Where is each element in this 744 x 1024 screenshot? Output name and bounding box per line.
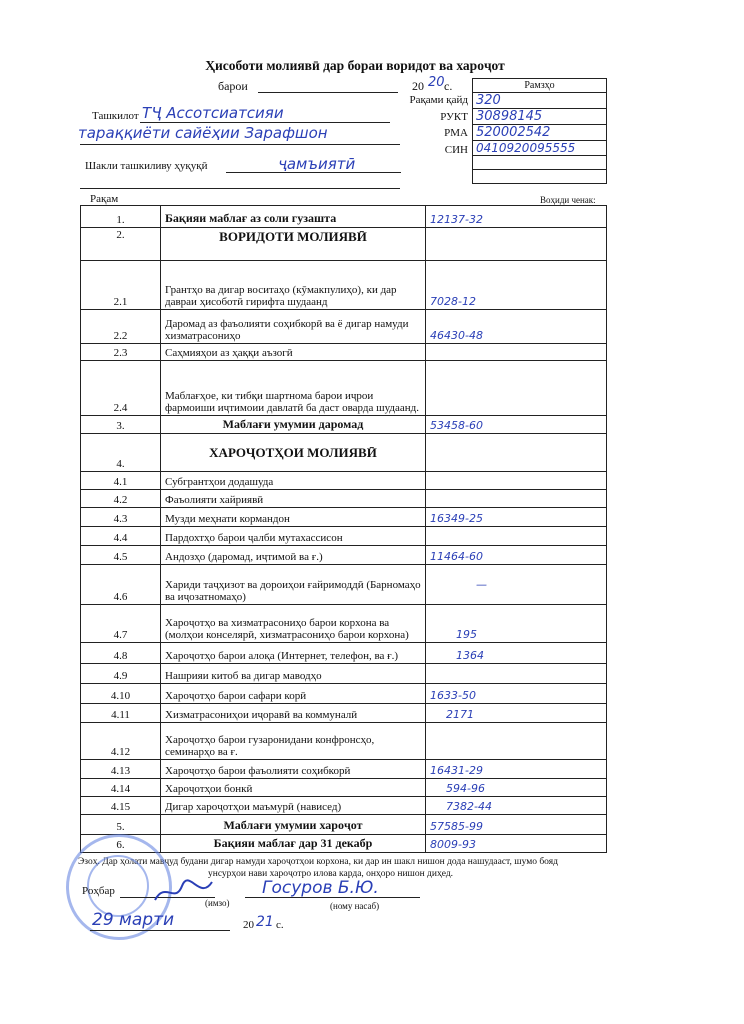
report-title: Ҳисоботи молиявӣ дар бораи воридот ва хароҷот: [205, 58, 505, 73]
table-row: [81, 206, 607, 228]
sign-year-hand: 21: [256, 914, 274, 930]
row-text: Фаъолияти хайриявӣ: [161, 490, 426, 508]
code-sin: 0410920095555: [473, 141, 607, 156]
row-value: 12137-32: [426, 206, 607, 228]
legal-form-line: [226, 172, 401, 173]
table-row: [81, 472, 607, 490]
row-num: 4.10: [81, 684, 161, 704]
period-line: [258, 92, 398, 93]
row-text: Хароҷотҳо ва хизматрасониҳо барои корхона ва (молҳои конселярӣ, хизматрасониҳо барои корхона): [161, 605, 426, 643]
code-label-sin: СИН: [444, 143, 468, 156]
year-prefix: 20: [412, 79, 424, 93]
table-row: [81, 508, 607, 527]
org-line3: [80, 188, 400, 189]
table-header-left: Рақам: [90, 193, 119, 205]
row-text: Хароҷотҳо барои алоқа (Интернет, телефон, ва ғ.): [161, 643, 426, 664]
code-rma: 520002542: [473, 125, 607, 141]
table-row: [81, 684, 607, 704]
row-num: 2.: [81, 228, 161, 261]
row-value: [426, 527, 607, 546]
row-text: Даромад аз фаъолияти соҳибкорӣ ва ё дигар намуди хизматрасониҳо: [161, 310, 426, 344]
row-num: 4.2: [81, 490, 161, 508]
row-value: [426, 344, 607, 361]
row-value: 16349-25: [426, 508, 607, 527]
row-num: 4.3: [81, 508, 161, 527]
row-value: [426, 664, 607, 684]
name-line: [245, 897, 420, 898]
row-text: Хизматрасониҳои иҷоравӣ ва коммуналӣ: [161, 704, 426, 723]
row-text: Дигар хароҷотҳои маъмурӣ (нависед): [161, 797, 426, 815]
code-label-reg: Рақами қайд: [409, 94, 468, 106]
sign-caption: (имзо): [205, 898, 230, 908]
row-value: [426, 228, 607, 261]
row-value: 7028-12: [426, 261, 607, 310]
row-value: 46430-48: [426, 310, 607, 344]
row-text: Субгрантҳои додашуда: [161, 472, 426, 490]
row-num: 2.4: [81, 361, 161, 416]
table-row: [81, 797, 607, 815]
row-text: Маблағи умумии даромад: [161, 416, 426, 434]
row-text: ВОРИДОТИ МОЛИЯВӢ: [161, 228, 426, 261]
code-rukt: 30898145: [473, 109, 607, 125]
row-text: Бақияи маблағ аз соли гузашта: [161, 206, 426, 228]
row-num: 2.2: [81, 310, 161, 344]
org-name-line2: тараққиёти сайёҳии Зарафшон: [78, 124, 328, 142]
table-row: [81, 760, 607, 779]
table-row: [81, 361, 607, 416]
row-text: Хароҷотҳо барои сафари корӣ: [161, 684, 426, 704]
code-label-rukt: РУКТ: [440, 110, 468, 123]
legal-form-label: Шакли ташкиливу ҳуқуқӣ: [85, 160, 208, 172]
row-value: 594-96: [426, 779, 607, 797]
row-num: 1.: [81, 206, 161, 228]
row-num: 4.1: [81, 472, 161, 490]
sign-date: 29 марти: [92, 910, 175, 930]
row-text: Нашрияи китоб ва дигар маводҳо: [161, 664, 426, 684]
table-row: [81, 815, 607, 835]
date-line: [90, 930, 230, 931]
row-value: 11464-60: [426, 546, 607, 565]
row-value: [426, 723, 607, 760]
table-row: [81, 546, 607, 565]
org-line1: [140, 122, 390, 123]
row-value: 1364: [426, 643, 607, 664]
legal-form-value: ҷамъиятӣ: [278, 155, 356, 173]
code-labels: [396, 92, 468, 158]
row-num: 6.: [81, 835, 161, 853]
table-row: [81, 490, 607, 508]
head-label: Роҳбар: [82, 885, 115, 897]
row-value: 57585-99: [426, 815, 607, 835]
note-line2: унсурҳои нави хароҷотро илова карда, онҳоро нишон диҳед.: [208, 869, 454, 879]
report-table: [80, 205, 607, 853]
code-empty-2: [473, 170, 607, 184]
row-value: 7382-44: [426, 797, 607, 815]
row-value: 16431-29: [426, 760, 607, 779]
row-num: 4.5: [81, 546, 161, 565]
table-row: [81, 643, 607, 664]
table-row: [81, 416, 607, 434]
head-name: Госуров Б.Ю.: [262, 878, 379, 898]
row-num: 2.1: [81, 261, 161, 310]
row-text: Андозҳо (даромад, иҷтимоӣ ва ғ.): [161, 546, 426, 565]
row-text: Бақияи маблағ дар 31 декабр: [161, 835, 426, 853]
table-row: [81, 723, 607, 760]
period-label: барои: [218, 79, 248, 93]
table-row: [81, 704, 607, 723]
row-value: 1633-50: [426, 684, 607, 704]
row-value: 8009-93: [426, 835, 607, 853]
code-label-rma: РМА: [444, 127, 468, 139]
row-text: Музди меҳнати кормандон: [161, 508, 426, 527]
row-text: Хароҷотҳо барои фаъолияти соҳибкорӣ: [161, 760, 426, 779]
code-empty-1: [473, 156, 607, 170]
year-handwritten: 20: [428, 75, 445, 90]
row-text: Пардохтҳо барои ҷалби мутахассисон: [161, 527, 426, 546]
note-line1: Эзоҳ. Дар ҳолати мавҷуд будани дигар намуди хароҷотҳои корхона, ки дар ин шакл нишон дода нашудааст, шумо бояд: [78, 857, 558, 867]
row-value: 53458-60: [426, 416, 607, 434]
row-value: —: [426, 565, 607, 605]
row-text: Маблағҳое, ки тибқи шартнома барои иҷрои фармоиши иҷтимоии давлатӣ ба даст оварда шудаанд.: [161, 361, 426, 416]
row-num: 3.: [81, 416, 161, 434]
row-num: 4.12: [81, 723, 161, 760]
row-text: ХАРОҶОТҲОИ МОЛИЯВӢ: [161, 434, 426, 472]
codes-header: Рамзҳо: [473, 79, 607, 93]
table-row: [81, 344, 607, 361]
row-num: 4.4: [81, 527, 161, 546]
row-num: 4.9: [81, 664, 161, 684]
row-text: Хароҷотҳои бонкӣ: [161, 779, 426, 797]
row-num: 2.3: [81, 344, 161, 361]
table-row: [81, 779, 607, 797]
row-value: [426, 434, 607, 472]
row-num: 4.8: [81, 643, 161, 664]
row-num: 4.11: [81, 704, 161, 723]
org-name-line1: ТҶ Ассотсиатсияи: [142, 104, 284, 122]
table-row: [81, 835, 607, 853]
table-row: [81, 664, 607, 684]
table-row: [81, 527, 607, 546]
row-value: [426, 472, 607, 490]
org-line2: [80, 144, 400, 145]
sign-year-prefix: 20: [243, 919, 254, 931]
row-text: Маблағи умумии хароҷот: [161, 815, 426, 835]
table-row: [81, 310, 607, 344]
row-value: 195: [426, 605, 607, 643]
row-value: [426, 361, 607, 416]
row-num: 4.6: [81, 565, 161, 605]
row-num: 4.14: [81, 779, 161, 797]
row-value: [426, 490, 607, 508]
table-row: [81, 261, 607, 310]
row-value: 2171: [426, 704, 607, 723]
row-num: 5.: [81, 815, 161, 835]
table-row: [81, 228, 607, 261]
table-header-right: Воҳиди ченак:: [540, 195, 596, 205]
org-label: Ташкилот: [92, 110, 139, 122]
table-row: [81, 434, 607, 472]
row-num: 4.: [81, 434, 161, 472]
name-caption: (ному насаб): [330, 901, 380, 911]
row-text: Саҳмияҳои аз ҳаққи аъзогӣ: [161, 344, 426, 361]
codes-table: [472, 78, 607, 184]
row-num: 4.13: [81, 760, 161, 779]
table-row: [81, 565, 607, 605]
row-num: 4.7: [81, 605, 161, 643]
sign-year-suffix: с.: [276, 919, 284, 931]
code-reg: 320: [473, 93, 607, 109]
row-text: Хароҷотҳо барои гузаронидани конфронсҳо, семинарҳо ва ғ.: [161, 723, 426, 760]
row-text: Хариди таҷҳизот ва дороиҳои ғайримоддӣ (Барномаҳо ва иҷозатномаҳо): [161, 565, 426, 605]
table-row: [81, 605, 607, 643]
year-suffix: с.: [444, 79, 453, 93]
row-text: Грантҳо ва дигар воситаҳо (кӯмакпулиҳо), ки дар давраи ҳисоботӣ гирифта шудаанд: [161, 261, 426, 310]
row-num: 4.15: [81, 797, 161, 815]
